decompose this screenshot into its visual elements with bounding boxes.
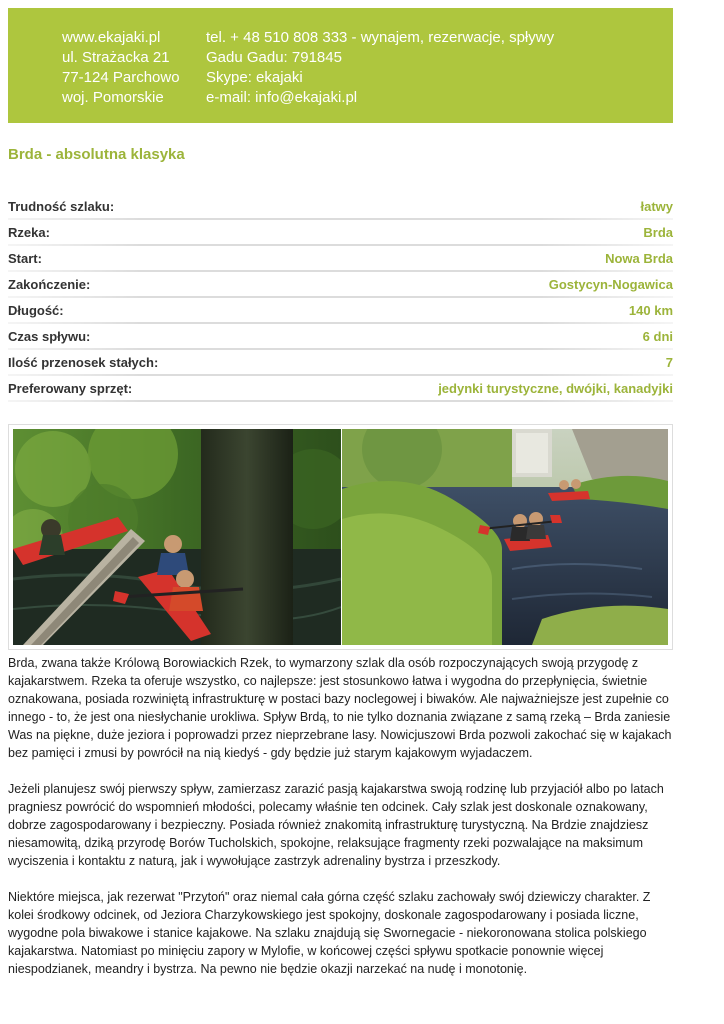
route-title: Brda - absolutna klasyka <box>8 146 185 163</box>
kayak-photos <box>8 424 673 650</box>
spec-label: Preferowany sprzęt: <box>8 381 133 396</box>
postal-city: 77-124 Parchowo <box>62 69 180 86</box>
spec-value: Gostycyn-Nogawica <box>548 277 673 292</box>
route-description <box>8 654 673 996</box>
spec-row-start <box>8 246 673 272</box>
spec-label: Zakończenie: <box>8 277 91 292</box>
spec-label: Trudność szlaku: <box>8 199 115 214</box>
spec-label: Czas spływu: <box>8 329 91 344</box>
spec-value: 140 km <box>628 303 673 318</box>
spec-value: 7 <box>665 355 673 370</box>
spec-label: Długość: <box>8 303 64 318</box>
spec-row-equipment <box>8 376 673 402</box>
region: woj. Pomorskie <box>62 89 164 106</box>
spec-row-duration <box>8 324 673 350</box>
river-kayakers-photo <box>342 429 668 645</box>
spec-value: Nowa Brda <box>605 251 673 266</box>
spec-row-difficulty <box>8 194 673 220</box>
spec-row-length <box>8 298 673 324</box>
street-address: ul. Strażacka 21 <box>62 49 170 66</box>
spec-label: Rzeka: <box>8 225 50 240</box>
spec-value: Brda <box>643 225 673 240</box>
spec-row-river <box>8 220 673 246</box>
email-link[interactable]: e-mail: info@ekajaki.pl <box>206 89 358 106</box>
website-link[interactable]: www.ekajaki.pl <box>62 29 161 46</box>
gadu-gadu-id: Gadu Gadu: 791845 <box>206 49 342 66</box>
spec-value: 6 dni <box>642 329 673 344</box>
forest-kayakers-photo <box>13 429 341 645</box>
spec-label: Ilość przenosek stałych: <box>8 355 159 370</box>
skype-id: Skype: ekajaki <box>206 69 303 86</box>
spec-value: łatwy <box>640 199 673 214</box>
description-paragraph: Brda, zwana także Królową Borowiackich Rzek, to wymarzony szlak dla osób rozpoczynających swoją przygodę z kajakarstwem. Rzeka ta oferuje wszystko, co najlepsze: jest stosunkowo łatwa i wygodna do przepłynięcia, świetnie oznakowana, posiada rozwiniętą infrastrukturę w postaci bazy noclegowej i biwaków. Ale najważniejsze jest zupełnie co innego - to, że jest ona niesłychanie urokliwa. Spływ Brdą, to nie tylko doznania związane z samą rzeką – Brda zaniesie Was na piękne, duże jeziora i poprowadzi przez nieprzebrane lasy. Nowicjuszowi Brda pozwoli zakochać się w kajakach bez pamięci i zmusi by powrócił na nią kiedyś - gdy będzie już starym kajakowym wyjadaczem. <box>8 656 672 760</box>
spec-label: Start: <box>8 251 42 266</box>
address-column <box>62 28 180 108</box>
spec-row-portages <box>8 350 673 376</box>
spec-row-end <box>8 272 673 298</box>
description-paragraph: Jeżeli planujesz swój pierwszy spływ, zamierzasz zarazić pasją kajakarstwa swoją rodzinę lub przyjaciół albo po latach pragniesz powrócić do wspomnień młodości, polecamy właśnie ten odcinek. Cały szlak jest doskonale oznakowany, dobrze zagospodarowany i bezpieczny. Posiada również znakomitą infrastrukturę turystyczną. Na Brdzie znajdziesz niesamowitą, dziką przyrodę Borów Tucholskich, spokojne, relaksujące fragmenty rzeki pozwalające na maksimum wyciszenia i kontaktu z naturą, jak i wywołujące zastrzyk adrenaliny bystrza i przeszkody. <box>8 782 664 868</box>
spec-value: jedynki turystyczne, dwójki, kanadyjki <box>438 381 673 396</box>
phone-number: tel. + 48 510 808 333 - wynajem, rezerwacje, spływy <box>206 29 555 46</box>
contact-header <box>8 8 673 123</box>
contact-column <box>206 28 554 108</box>
route-specs-table <box>8 194 673 402</box>
description-paragraph: Niektóre miejsca, jak rezerwat "Przytoń" oraz niemal cała górna część szlaku zachowały swój dziewiczy charakter. Z kolei środkowy odcinek, od Jeziora Charzykowskiego jest spokojny, doskonale zagospodarowany i posiada liczne, wygodne pola biwakowe i stanice kajakowe. Na szlaku znajdują się Swornegacie - niekoronowana stolica polskiego kajakarstwa. Natomiast po minięciu zapory w Mylofie, w końcowej części spływu spotkacie ponownie więcej niespodzianek, meandry i bystrza. Na pewno nie będzie okazji narzekać na nudę i monotonię. <box>8 890 651 976</box>
